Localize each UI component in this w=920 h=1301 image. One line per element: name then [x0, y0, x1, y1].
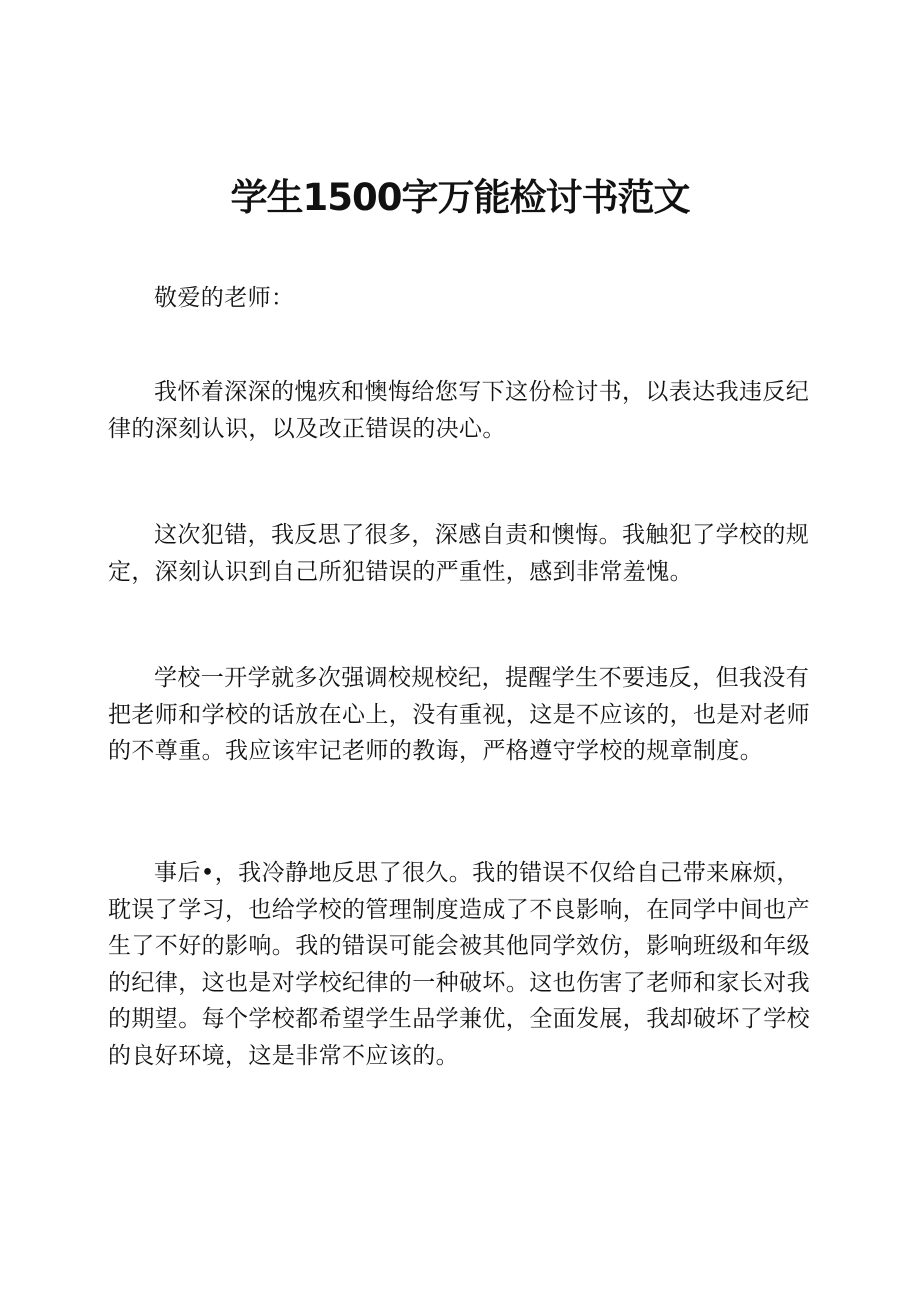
- salutation: 敬爱的老师：: [154, 285, 295, 311]
- paragraph-2: 这次犯错，我反思了很多，深感自责和懊悔。我触犯了学校的规定，深刻认识到自己所犯错误的严重性，感到非常羞愧。: [108, 522, 810, 585]
- paragraph-3: 学校一开学就多次强调校规校纪，提醒学生不要违反，但我没有把老师和学校的话放在心上，没有重视，这是不应该的，也是对老师的不尊重。我应该牢记老师的教诲，严格遵守学校的规章制度。: [108, 665, 810, 764]
- paragraph-4: 事后•，我冷静地反思了很久。我的错误不仅给自己带来麻烦，耽误了学习，也给学校的管理制度造成了不良影响，在同学中间也产生了不好的影响。我的错误可能会被其他同学效仿，影响班级和年级的纪律，这也是对学校纪律的一种破坏。这也伤害了老师和家长对我的期望。每个学校都希望学生品学兼优，全面发展，我却破坏了学校的良好环境，这是非常不应该的。: [108, 860, 810, 1069]
- document-title: 学生1500字万能检讨书范文: [230, 176, 690, 219]
- paragraph-1: 我怀着深深的愧疚和懊悔给您写下这份检讨书，以表达我违反纪律的深刻认识，以及改正错误的决心。: [108, 379, 810, 442]
